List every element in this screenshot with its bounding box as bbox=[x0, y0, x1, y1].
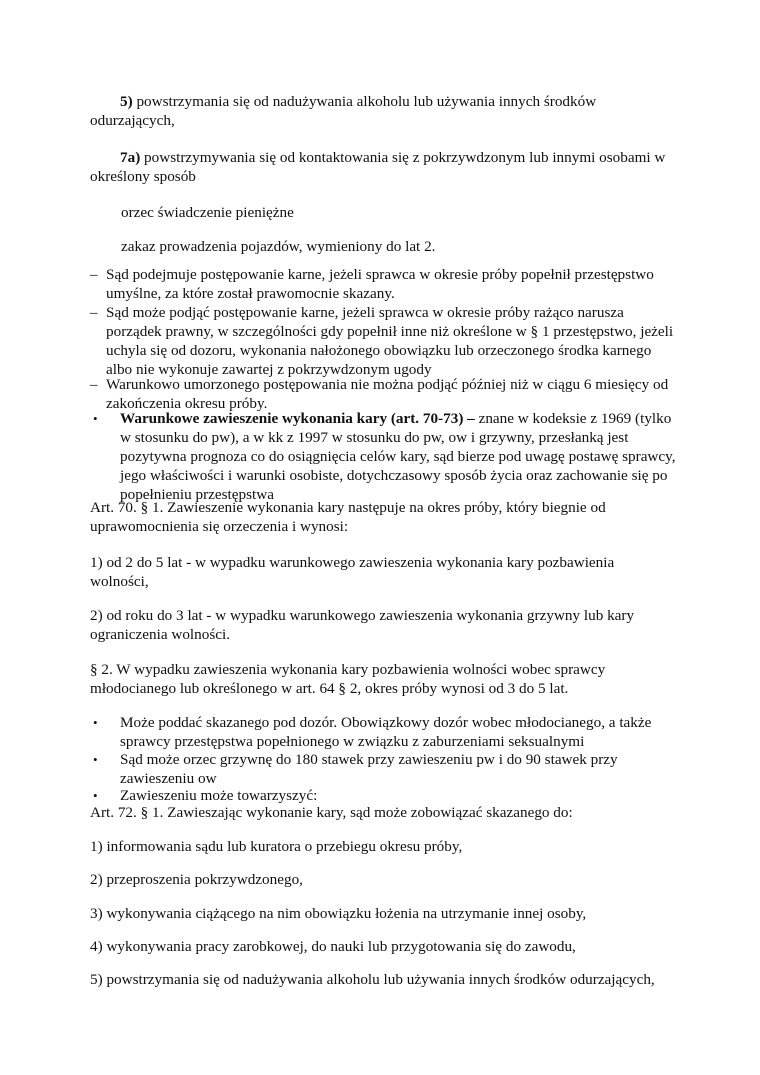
bullet-item-text: Zawieszeniu może towarzyszyć: bbox=[120, 787, 318, 804]
dash-item-text: Sąd może podjąć postępowanie karne, jeżeli sprawca w okresie próby rażąco narusza porządek prawny, w szczególności gdy popełnił inne niż określone w § 1 przestępstwo, jeżeli uchyla się od dozoru, wykonania nałożonego obowiązku lub orzeczonego środka karnego albo nie wykonuje zawartej z pokrzywdzonym ugody bbox=[106, 304, 674, 378]
item-7a bbox=[90, 148, 680, 186]
sub-item-driving-ban: zakaz prowadzenia pojazdów, wymieniony do lat 2. bbox=[121, 238, 436, 255]
bullet-mark: • bbox=[93, 788, 98, 803]
art-72-intro: Art. 72. § 1. Zawieszając wykonanie kary, sąd może zobowiązać skazanego do: bbox=[90, 804, 573, 821]
dash-item-text: Sąd podejmuje postępowanie karne, jeżeli sprawca w okresie próby popełnił przestępstwo umyślne, za które został prawomocnie skazany. bbox=[106, 266, 654, 302]
bullet-item-text bbox=[120, 409, 680, 504]
dash-item bbox=[90, 375, 680, 413]
bullet-item-text: Sąd może orzec grzywnę do 180 stawek przy zawieszeniu pw i do 90 stawek przy zawieszeniu ow bbox=[120, 751, 618, 787]
item-5-text: powstrzymania się od nadużywania alkoholu lub używania innych środków odurzających, bbox=[90, 93, 597, 129]
item-5 bbox=[90, 92, 680, 130]
bullet-item bbox=[90, 713, 680, 751]
bullet-heading: Warunkowe zawieszenie wykonania kary (art. 70-73) – bbox=[120, 410, 475, 427]
art-72-item: 2) przeproszenia pokrzywdzonego, bbox=[90, 871, 303, 888]
art-72-item: 3) wykonywania ciążącego na nim obowiązku łożenia na utrzymanie innej osoby, bbox=[90, 905, 587, 922]
item-7a-text: powstrzymywania się od kontaktowania się z pokrzywdzonym lub innymi osobami w określony sposób bbox=[90, 149, 666, 185]
art-70-point-2: 2) od roku do 3 lat - w wypadku warunkowego zawieszenia wykonania grzywny lub kary ograniczenia wolności. bbox=[90, 607, 635, 643]
dash-mark: – bbox=[90, 266, 98, 283]
dash-mark: – bbox=[90, 304, 98, 321]
dash-item-text: Warunkowo umorzonego postępowania nie można podjąć później niż w ciągu 6 miesięcy od zakończenia okresu próby. bbox=[106, 376, 669, 412]
bullet-body: znane w kodeksie z 1969 (tylko w stosunku do pw), a w kk z 1997 w stosunku do pw, ow i grzywny, przesłanką jest pozytywna prognoza co do osiągnięcia celów kary, sąd bierze pod uwagę postawę sprawcy, jego właściwości i warunki osobiste, dotychczasowy sposób życia oraz zachowanie się po popełnieniu przestępstwa bbox=[120, 410, 676, 503]
dash-mark: – bbox=[90, 376, 98, 393]
bullet-mark: • bbox=[93, 752, 98, 767]
art-70-par-2: § 2. W wypadku zawieszenia wykonania kary pozbawienia wolności wobec sprawcy młodocianego lub określonego w art. 64 § 2, okres próby wynosi od 3 do 5 lat. bbox=[90, 661, 606, 697]
item-7a-number: 7a) bbox=[120, 149, 141, 166]
dash-item bbox=[90, 303, 680, 379]
sub-item-pecuniary: orzec świadczenie pieniężne bbox=[121, 204, 294, 221]
art-72-item: 4) wykonywania pracy zarobkowej, do nauki lub przygotowania się do zawodu, bbox=[90, 938, 576, 955]
bullet-item-text: Może poddać skazanego pod dozór. Obowiązkowy dozór wobec młodocianego, a także sprawcy przestępstwa popełnionego w związku z zaburzeniami seksualnymi bbox=[120, 714, 652, 750]
bullet-item bbox=[90, 750, 680, 788]
art-70-intro: Art. 70. § 1. Zawieszenie wykonania kary następuje na okres próby, który biegnie od uprawomocnienia się orzeczenia i wynosi: bbox=[90, 499, 606, 535]
art-70-point-1: 1) od 2 do 5 lat - w wypadku warunkowego zawieszenia wykonania kary pozbawienia wolności, bbox=[90, 554, 615, 590]
art-72-item: 1) informowania sądu lub kuratora o przebiegu okresu próby, bbox=[90, 838, 463, 855]
bullet-mark: • bbox=[93, 715, 98, 730]
dash-item bbox=[90, 265, 680, 303]
art-72-item: 5) powstrzymania się od nadużywania alkoholu lub używania innych środków odurzających, bbox=[90, 971, 655, 988]
bullet-mark: • bbox=[93, 411, 98, 426]
bullet-item-suspension bbox=[90, 409, 680, 504]
item-5-number: 5) bbox=[120, 93, 133, 110]
